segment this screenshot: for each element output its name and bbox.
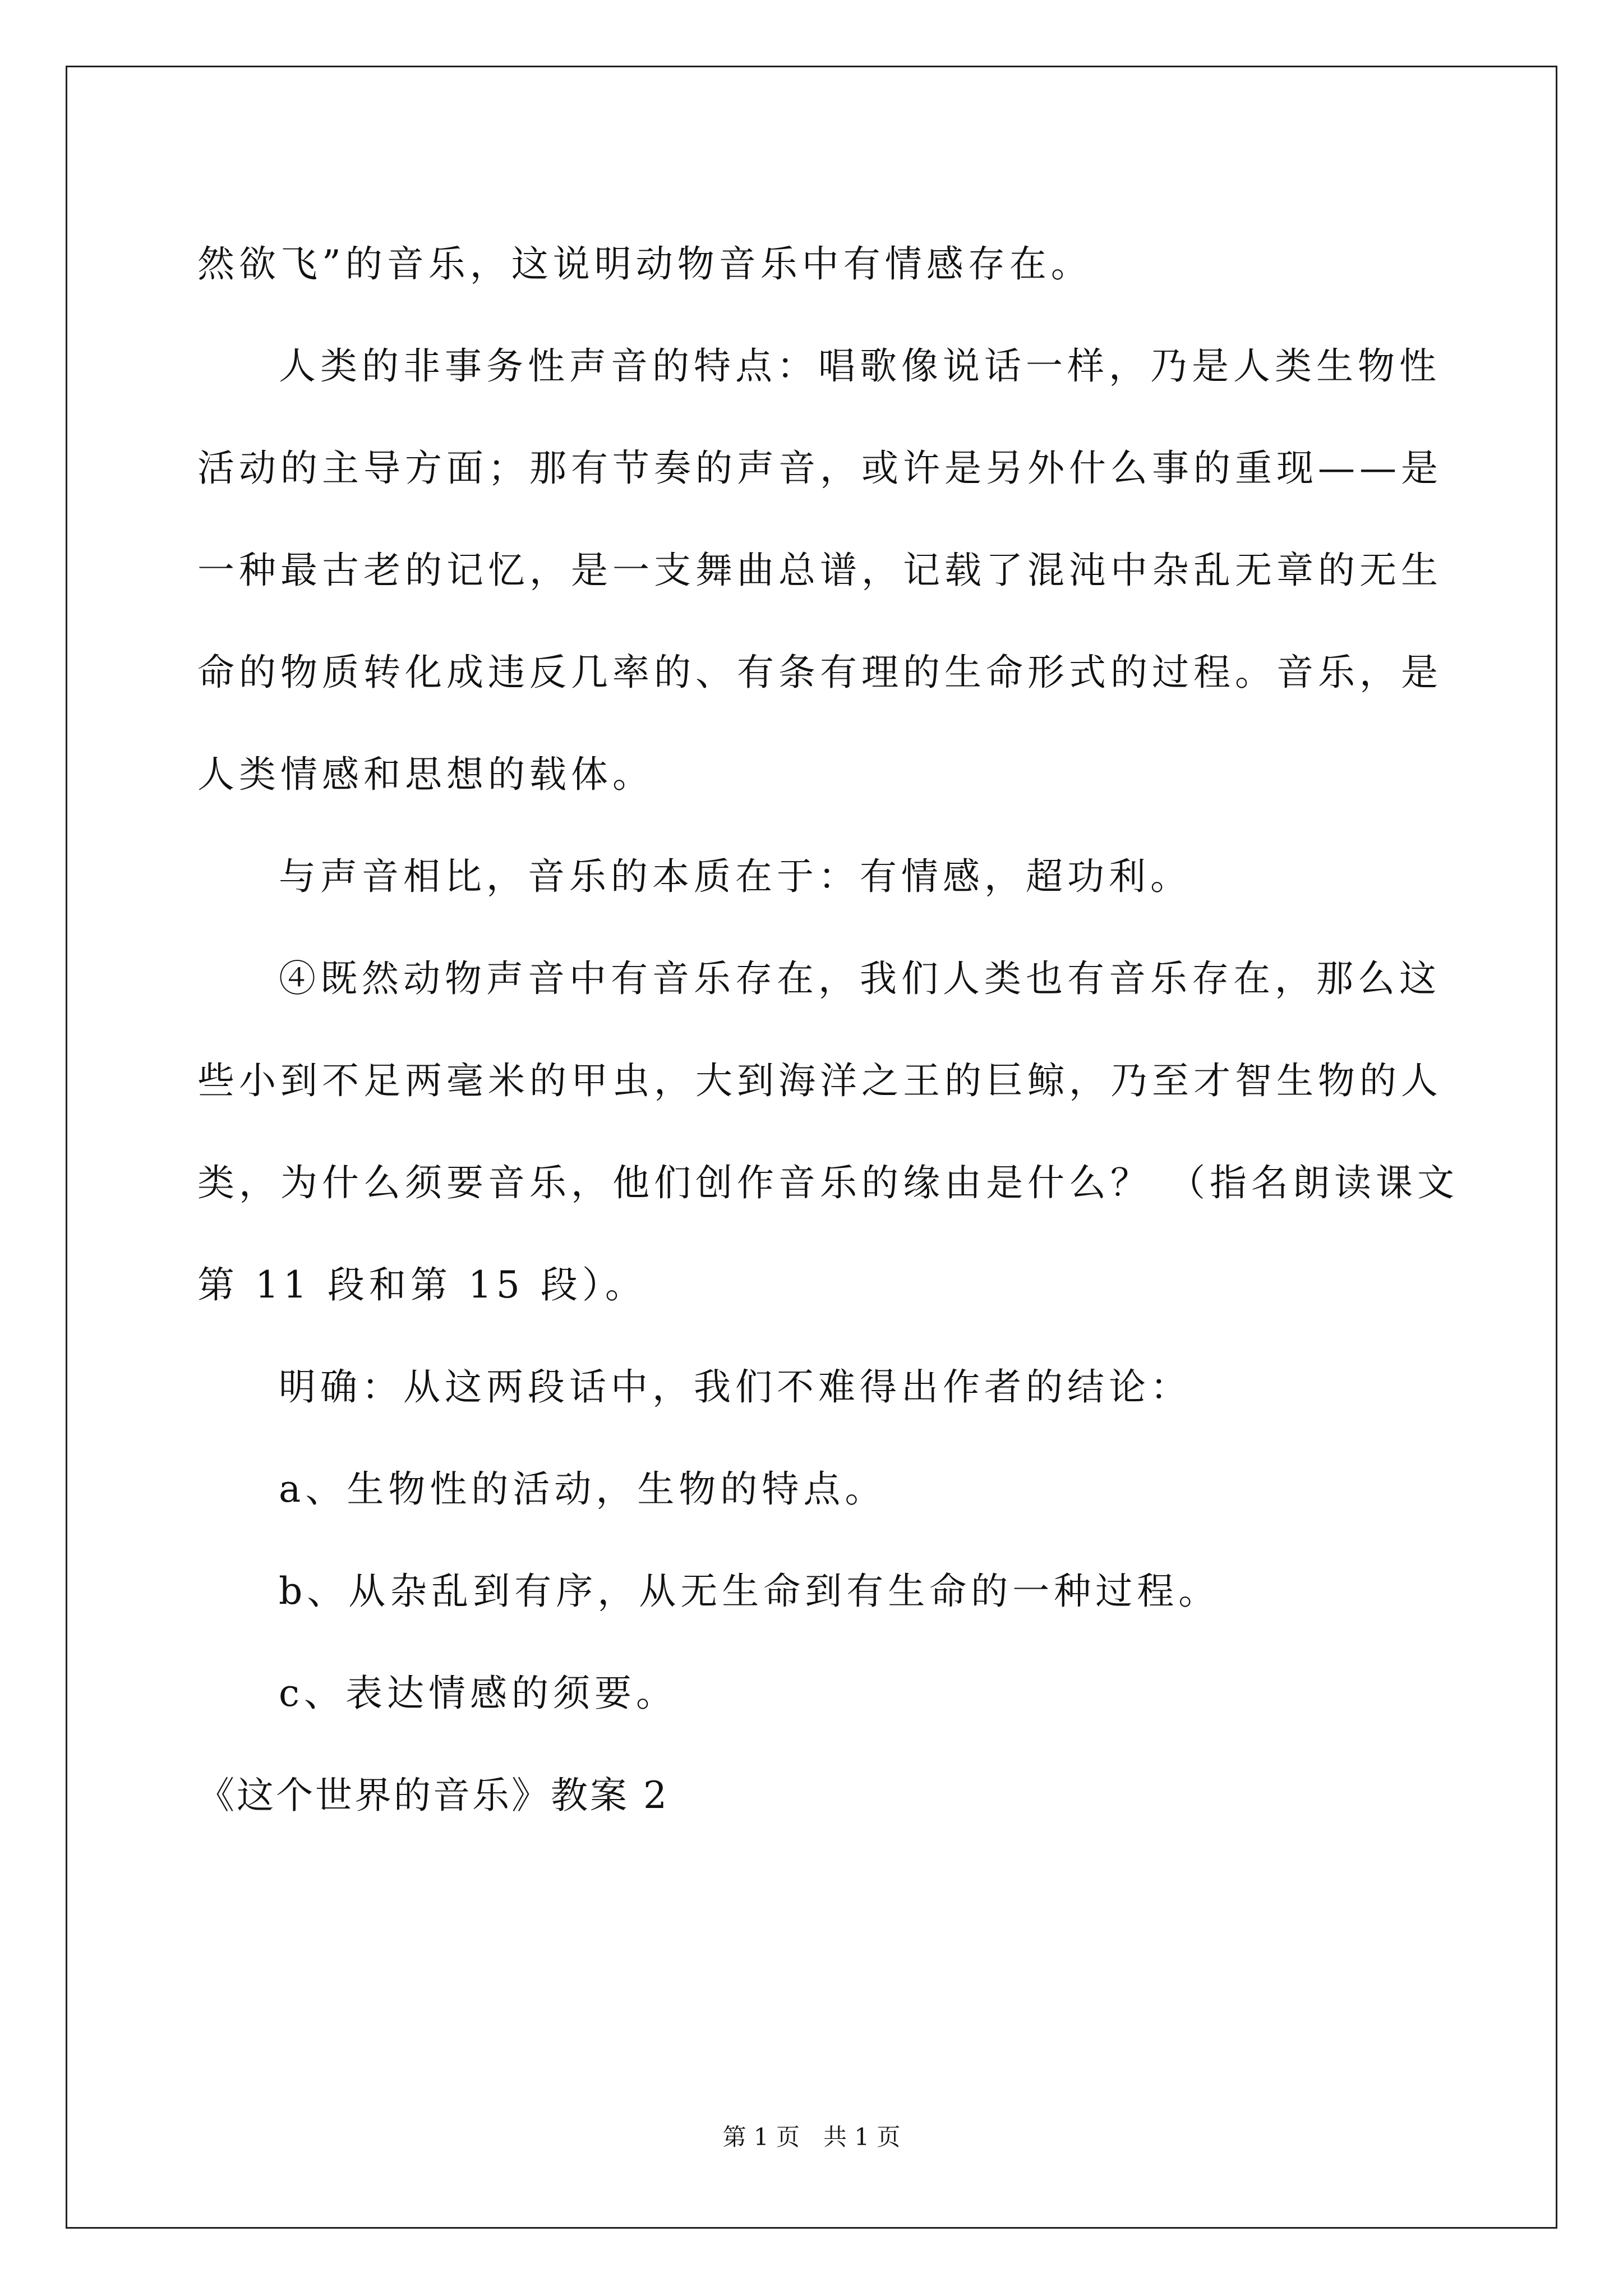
text-line: 些小到不足两毫米的甲虫，大到海洋之王的巨鲸，乃至才智生物的人: [197, 1059, 1442, 1102]
list-item: a、生物性的活动，生物的特点。: [279, 1467, 887, 1511]
list-item: b、从杂乱到有序，从无生命到有生命的一种过程。: [279, 1570, 1220, 1613]
text-line: 命的物质转化成违反几率的、有条有理的生命形式的过程。音乐，是: [197, 651, 1442, 694]
paragraph-2: [197, 315, 1442, 826]
text-line: ④既然动物声音中有音乐存在，我们人类也有音乐存在，那么这: [279, 957, 1441, 1000]
list-item: c、表达情感的须要。: [279, 1672, 677, 1715]
text-line: 活动的主导方面；那有节奏的声音，或许是另外什么事的重现——是: [197, 447, 1442, 490]
text-line: 一种最古老的记忆，是一支舞曲总谱，记载了混沌中杂乱无章的无生: [197, 549, 1442, 592]
text-line: 人类情感和思想的载体。: [197, 753, 654, 796]
paragraph-1: [197, 213, 1426, 315]
document-body: [197, 213, 1459, 1847]
paragraph-5: [197, 1336, 1426, 1438]
text-line: 明确：从这两段话中，我们不难得出作者的结论：: [279, 1365, 1192, 1409]
paragraph-6: [197, 1438, 1426, 1540]
paragraph-3: [197, 826, 1426, 928]
paragraph-8: [197, 1642, 1426, 1745]
section-heading: 《这个世界的音乐》教案 2: [197, 1774, 669, 1817]
text-line: 类，为什么须要音乐，他们创作音乐的缘由是什么？ （指名朗读课文: [197, 1161, 1459, 1204]
text-line: 人类的非事务性声音的特点：唱歌像说话一样，乃是人类生物性: [279, 344, 1441, 388]
page-footer: 第 1 页 共 1 页: [722, 2123, 901, 2151]
paragraph-7: [197, 1540, 1426, 1642]
text-line: 与声音相比，音乐的本质在于：有情感，超功利。: [279, 855, 1192, 898]
text-line: 第 11 段和第 15 段）。: [197, 1263, 647, 1306]
text-line: 然欲飞”的音乐，这说明动物音乐中有情感存在。: [197, 242, 1092, 286]
paragraph-4: [197, 928, 1459, 1336]
